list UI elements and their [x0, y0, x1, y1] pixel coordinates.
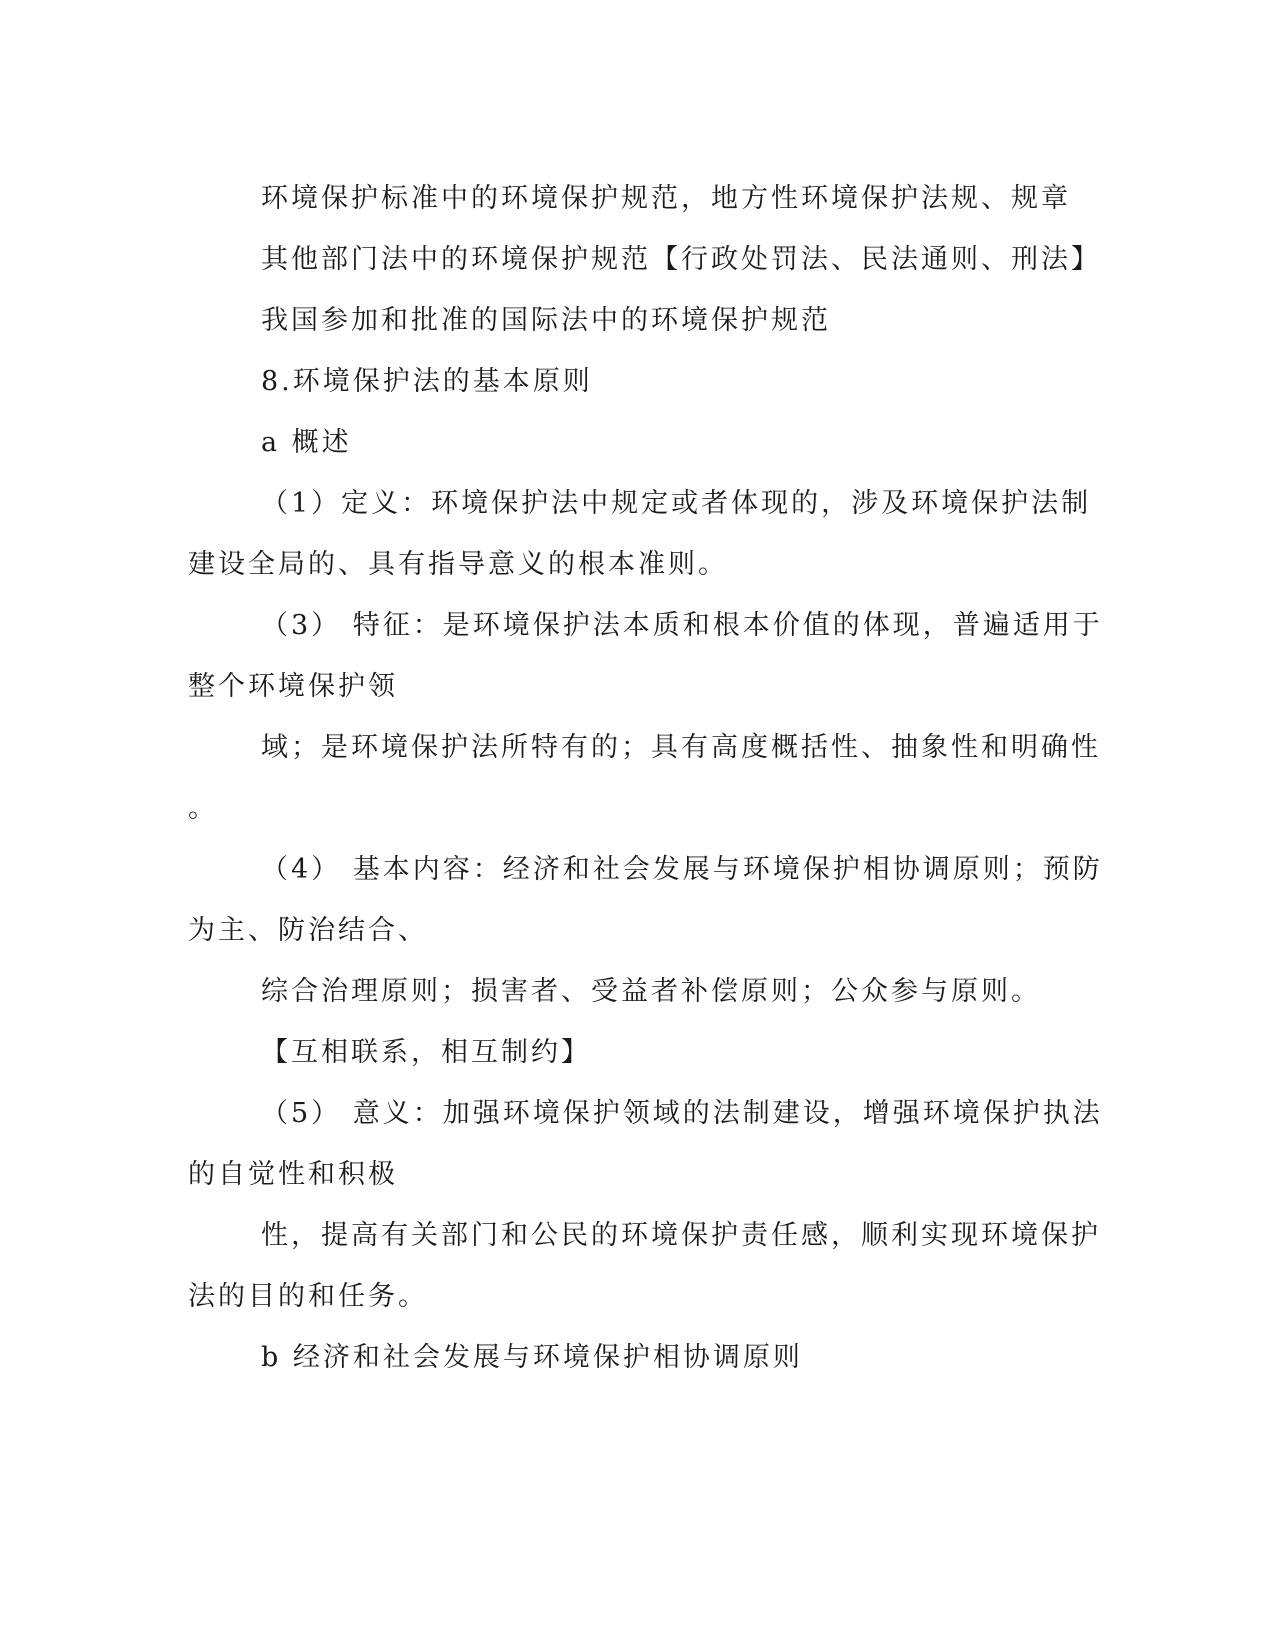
text-line: （1）定义：环境保护法中规定或者体现的，涉及环境保护法制	[261, 488, 1092, 519]
text-line: （3） 特征：是环境保护法本质和根本价值的体现，普遍适用于	[261, 610, 1103, 641]
text-line: 整个环境保护领	[188, 671, 398, 702]
text-line: 域；是环境保护法所特有的；具有高度概括性、抽象性和明确性	[261, 732, 1101, 763]
text-line: 。	[188, 793, 218, 824]
text-line: 建设全局的、具有指导意义的根本准则。	[188, 549, 728, 580]
text-line: 综合治理原则；损害者、受益者补偿原则；公众参与原则。	[261, 976, 1041, 1007]
text-line: 为主、防治结合、	[188, 915, 428, 946]
text-line: 我国参加和批准的国际法中的环境保护规范	[261, 305, 831, 336]
document-body	[188, 168, 1103, 1388]
text-line: 的自觉性和积极	[188, 1159, 398, 1190]
text-line: （5） 意义：加强环境保护领域的法制建设，增强环境保护执法	[261, 1098, 1103, 1129]
text-line: 【互相联系，相互制约】	[261, 1037, 591, 1068]
subsection-heading: a 概述	[261, 427, 352, 458]
text-line: 环境保护标准中的环境保护规范，地方性环境保护法规、规章	[261, 183, 1071, 214]
text-line: （4） 基本内容：经济和社会发展与环境保护相协调原则；预防	[261, 854, 1103, 885]
text-line: 其他部门法中的环境保护规范【行政处罚法、民法通则、刑法】	[261, 244, 1101, 275]
section-heading: 8.环境保护法的基本原则	[261, 366, 593, 397]
subsection-heading: b 经济和社会发展与环境保护相协调原则	[261, 1342, 803, 1373]
text-line: 法的目的和任务。	[188, 1281, 428, 1312]
text-line: 性，提高有关部门和公民的环境保护责任感，顺利实现环境保护	[261, 1220, 1101, 1251]
